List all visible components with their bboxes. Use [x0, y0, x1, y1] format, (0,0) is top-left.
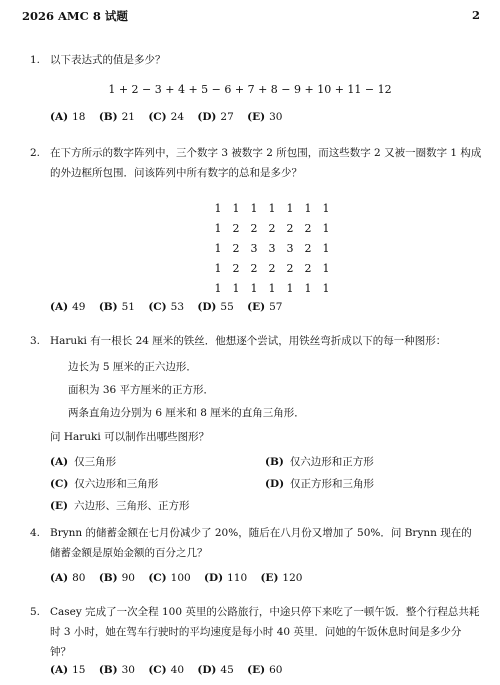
array-cell: 2: [232, 221, 240, 235]
option-e[interactable]: (E) 57: [247, 301, 283, 313]
page-header: [22, 8, 480, 26]
array-row: [209, 218, 335, 238]
array-cell: 2: [268, 221, 276, 235]
array-row: [209, 278, 335, 298]
answer-options-q2: [50, 301, 292, 313]
option-a[interactable]: (A) 仅三角形: [50, 456, 117, 468]
option-e[interactable]: (E) 120: [260, 572, 303, 584]
answer-options-q5: [50, 664, 292, 676]
array-row: [209, 198, 335, 218]
expression: 1 + 2 − 3 + 4 + 5 − 6 + 7 + 8 − 9 + 10 + 11 − 12: [108, 83, 392, 96]
question-stem: Haruki 有一根长 24 厘米的铁丝．他想逐个尝试，用铁丝弯折成以下的每一种图形：: [50, 335, 447, 347]
array-cell: 1: [214, 201, 222, 215]
array-cell: 1: [322, 281, 330, 295]
array-cell: 2: [268, 261, 276, 275]
array-cell: 1: [214, 241, 222, 255]
question-2: [30, 143, 482, 183]
question-number: 2.: [30, 147, 41, 159]
shape-item: 边长为 5 厘米的正六边形．: [68, 361, 197, 373]
array-cell: 2: [250, 261, 258, 275]
array-row: [209, 238, 335, 258]
array-cell: 2: [304, 221, 312, 235]
option-c[interactable]: (C) 仅六边形和三角形: [50, 478, 159, 490]
question-3-prompt: 问 Haruki 可以制作出哪些图形？: [50, 431, 210, 443]
question-number: 4.: [30, 527, 41, 539]
question-number: 5.: [30, 606, 41, 618]
array-cell: 1: [304, 281, 312, 295]
array-cell: 1: [250, 201, 258, 215]
array-row: [209, 258, 335, 278]
array-cell: 1: [214, 221, 222, 235]
array-cell: 3: [268, 241, 276, 255]
option-c[interactable]: (C) 53: [148, 301, 185, 313]
option-c[interactable]: (C) 100: [148, 572, 191, 584]
array-cell: 1: [268, 201, 276, 215]
question-5: [30, 602, 482, 662]
question-number: 3.: [30, 335, 41, 347]
number-array: [209, 198, 335, 298]
option-a[interactable]: (A) 49: [50, 301, 86, 313]
option-a[interactable]: (A) 15: [50, 664, 86, 676]
option-d[interactable]: (D) 仅正方形和三角形: [265, 478, 375, 490]
array-cell: 1: [232, 281, 240, 295]
array-cell: 1: [322, 241, 330, 255]
option-a[interactable]: (A) 80: [50, 572, 86, 584]
array-cell: 1: [286, 281, 294, 295]
array-cell: 1: [304, 201, 312, 215]
option-b[interactable]: (B) 90: [98, 572, 135, 584]
array-cell: 1: [214, 261, 222, 275]
array-cell: 1: [250, 281, 258, 295]
option-b[interactable]: (B) 30: [98, 664, 135, 676]
question-3: [30, 331, 482, 351]
array-cell: 1: [322, 201, 330, 215]
page-number: 2: [471, 8, 480, 22]
question-stem: Casey 完成了一次全程 100 英里的公路旅行，中途只停下来吃了一顿午饭．整个行程总共耗时 3 小时，她在驾车行驶时的平均速度是每小时 40 英里．问她的午饭休息时间是多少分钟？: [50, 606, 480, 658]
contest-title: 2026 AMC 8 试题: [22, 9, 128, 23]
option-e[interactable]: (E) 30: [247, 111, 283, 123]
option-d[interactable]: (D) 110: [204, 572, 248, 584]
array-cell: 1: [232, 201, 240, 215]
array-cell: 2: [250, 221, 258, 235]
option-a[interactable]: (A) 18: [50, 111, 86, 123]
question-4: [30, 523, 482, 563]
option-e[interactable]: (E) 60: [247, 664, 283, 676]
array-cell: 1: [322, 261, 330, 275]
option-d[interactable]: (D) 27: [197, 111, 234, 123]
array-cell: 2: [304, 261, 312, 275]
array-cell: 1: [268, 281, 276, 295]
array-cell: 3: [250, 241, 258, 255]
array-cell: 2: [286, 221, 294, 235]
option-e[interactable]: (E) 六边形、三角形、正方形: [50, 500, 190, 512]
question-number: 1.: [30, 54, 41, 66]
array-cell: 2: [286, 261, 294, 275]
shape-list: [68, 356, 305, 425]
option-d[interactable]: (D) 45: [197, 664, 234, 676]
array-cell: 1: [214, 281, 222, 295]
answer-options-q1: [50, 111, 292, 123]
option-b[interactable]: (B) 仅六边形和正方形: [265, 456, 374, 468]
question-stem: 以下表达式的值是多少？: [50, 54, 166, 66]
question-stem: 在下方所示的数字阵列中，三个数字 3 被数字 2 所包围，而这些数字 2 又被一圈数字 1 构成的外边框所包围．问该阵列中所有数字的总和是多少？: [50, 147, 482, 179]
array-cell: 1: [322, 221, 330, 235]
shape-item: 两条直角边分别为 6 厘米和 8 厘米的直角三角形．: [68, 407, 305, 419]
array-cell: 2: [304, 241, 312, 255]
answer-options-q4: [50, 572, 312, 584]
option-b[interactable]: (B) 51: [98, 301, 135, 313]
array-cell: 2: [232, 261, 240, 275]
question-1: [30, 50, 482, 70]
array-cell: 1: [286, 201, 294, 215]
option-c[interactable]: (C) 40: [148, 664, 185, 676]
question-stem: Brynn 的储蓄金额在七月份减少了 20%，随后在八月份又增加了 50%．问 Brynn 现在的储蓄金额是原始金额的百分之几？: [50, 527, 472, 559]
shape-item: 面积为 36 平方厘米的正方形．: [68, 384, 215, 396]
option-d[interactable]: (D) 55: [197, 301, 234, 313]
option-b[interactable]: (B) 21: [98, 111, 135, 123]
array-cell: 3: [286, 241, 294, 255]
array-cell: 2: [232, 241, 240, 255]
option-c[interactable]: (C) 24: [148, 111, 185, 123]
